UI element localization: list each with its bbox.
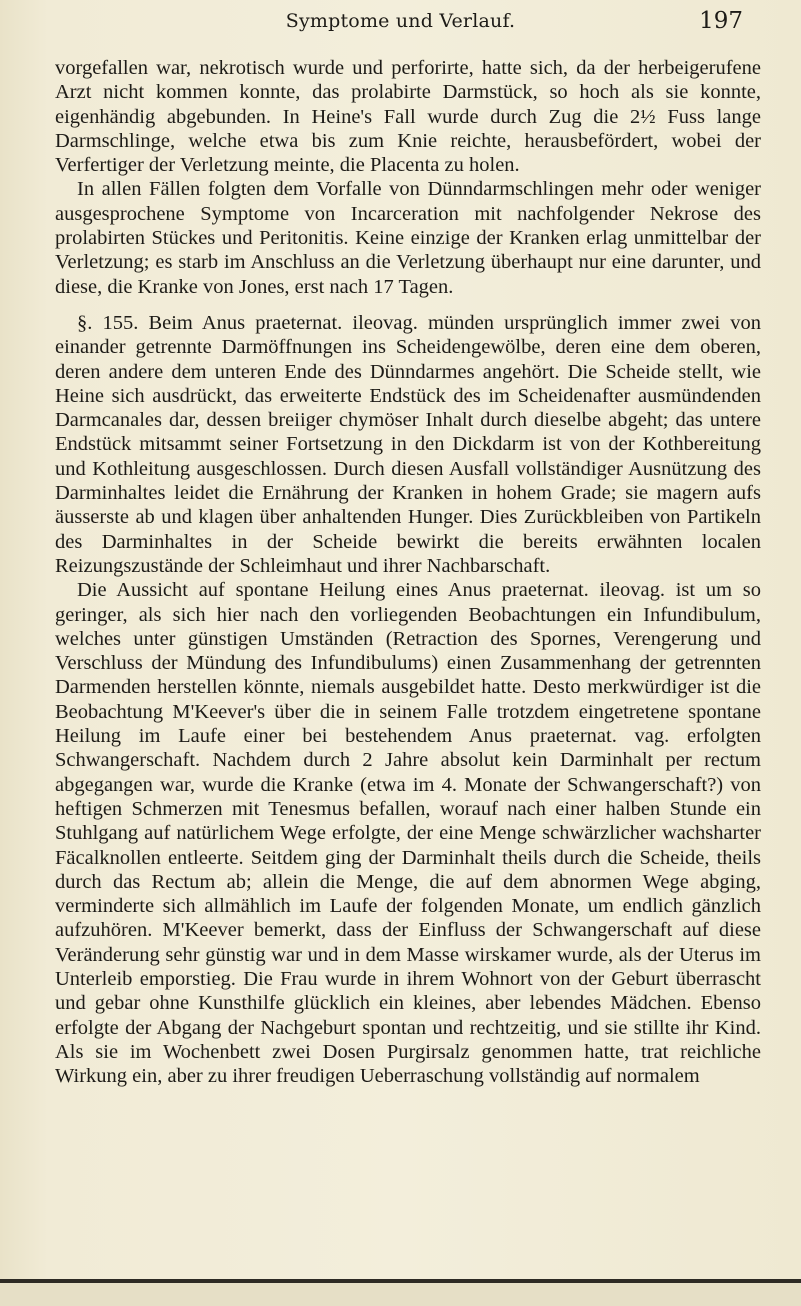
paragraph-symptoms: In allen Fällen folgten dem Vorfalle von Dünndarmschlingen mehr oder weniger ausgesprochene Symptome von Incarceration mit nachfolgender Nekrose des prolabirten Stückes und Peritonitis. Keine einzige der Kranken erlag unmittelbar der Verletzung; es starb im Anschluss an die Verletzung überhaupt nur eine darunter, und diese, die Kranke von Jones, erst nach 17 Tagen. — [55, 178, 761, 298]
running-title: Symptome und Verlauf. — [285, 10, 516, 32]
paragraph-section-155: §. 155. Beim Anus praeternat. ileovag. münden ursprünglich immer zwei von einander getrennte Darmöffnungen ins Scheidengewölbe, deren eine dem oberen, deren andere dem unteren Ende des Dünndarmes angehört. Die Scheide stellt, wie Heine sich ausdrückt, das erweiterte Endstück des im Scheidenafter ausmündenden Darmcanales dar, dessen breiiger chymöser Inhalt durch dieselbe abgeht; das untere Endstück mitsammt seiner Fortsetzung in den Dickdarm ist von der Kothbereitung und Kothleitung ausgeschlossen. Durch diesen Ausfall vollständiger Ausnützung des Darminhaltes leidet die Ernährung der Kranken in hohem Grade; sie magern aufs äusserste ab und klagen über anhaltenden Hunger. Dies Zurückbleiben von Partikeln des Darminhaltes in der Scheide bewirkt die bereits erwähnten localen Reizungszustände der Schleimhaut und ihrer Nachbarschaft. — [55, 311, 761, 577]
body-text — [55, 56, 761, 1088]
paragraph-continuation: vorgefallen war, nekrotisch wurde und perforirte, hatte sich, da der herbeigerufene Arzt nicht kommen konnte, das prolabirte Darmstück, so hoch als sie konnte, eigenhändig abgebunden. In Heine's Fall wurde durch Zug die 2½ Fuss lange Darmschlinge, welche etwa bis zum Knie reichte, herausbefördert, wobei der Verfertiger der Verletzung meinte, die Placenta zu holen. — [55, 57, 761, 177]
page-number: 197 — [699, 8, 743, 34]
paragraph-spontaneous-healing: Die Aussicht auf spontane Heilung eines Anus praeternat. ileovag. ist um so geringer, als sich hier nach den vorliegenden Beobachtungen ein Infundibulum, welches unter günstigen Umständen (Retraction des Spornes, Verengerung und Verschluss der Mündung des Infundibulums) einen Zusammenhang der getrennten Darmenden herstellen könnte, niemals ausgebildet hatte. Desto merkwürdiger ist die Beobachtung M'Keever's über die in seinem Falle trotzdem eingetretene spontane Heilung im Laufe einer bei bestehendem Anus praeternat. vag. erfolgten Schwangerschaft. Nachdem durch 2 Jahre absolut kein Darminhalt per rectum abgegangen war, wurde die Kranke (etwa im 4. Monate der Schwangerschaft?) von heftigen Schmerzen mit Tenesmus befallen, worauf nach einer halben Stunde ein Stuhlgang auf natürlichem Wege erfolgte, der eine Menge schwärzlicher wachsharter Fäcalknollen entleerte. Seitdem ging der Darminhalt theils durch die Scheide, theils durch das Rectum ab; allein die Menge, die auf dem abnormen Wege abging, verminderte sich allmählich im Laufe der folgenden Monate, um endlich gänzlich aufzuhören. M'Keever bemerkt, dass der Einfluss der Schwangerschaft auf diese Veränderung sehr günstig war und in dem Masse wirskamer wurde, als der Uterus im Unterleib emporstieg. Die Frau wurde in ihrem Wohnort von der Geburt überrascht und gebar ohne Kunsthilfe glücklich ein kleines, aber lebendes Mädchen. Ebenso erfolgte der Abgang der Nachgeburt spontan und rechtzeitig, und sie stillte ihr Kind. Als sie im Wochenbett zwei Dosen Purgirsalz genommen hatte, trat reichliche Wirkung ein, aber zu ihrer freudigen Ueberraschung vollständig auf normalem — [55, 579, 761, 1088]
page-header — [0, 10, 801, 38]
page-margin-strip — [0, 1283, 801, 1306]
